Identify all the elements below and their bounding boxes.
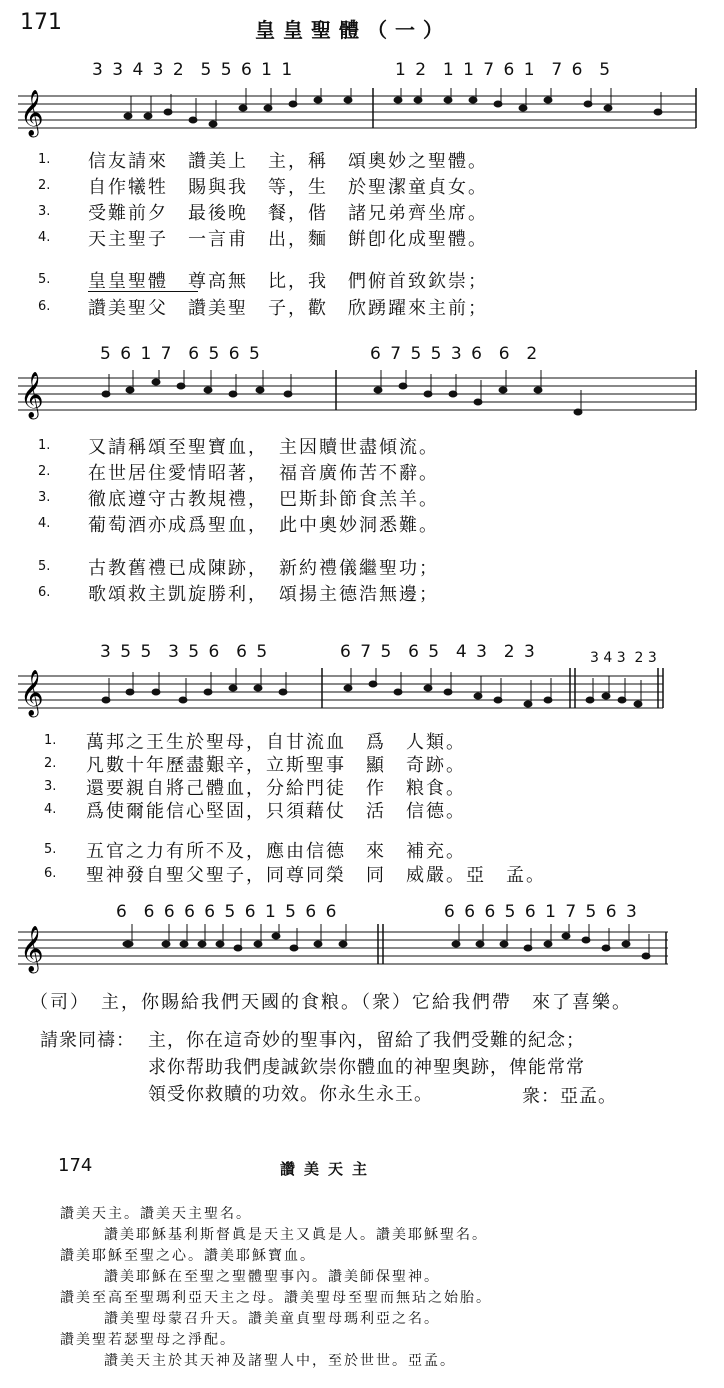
verse-lyric: 受難前夕 最後晚 餐，偕 諸兄弟齊坐席。 [88, 203, 488, 224]
verse-number: 3. [38, 204, 51, 219]
jianpu-line: 6 6 6 5 6 1 7 5 6 3 [444, 902, 639, 922]
verse-number: 2. [38, 464, 51, 479]
litany-line: 讚美耶穌在至聖之聖體聖事內。讚美師保聖神。 [104, 1269, 440, 1285]
verse-number: 4. [44, 802, 57, 817]
litany-line: 讚美聖若瑟聖母之淨配。 [60, 1332, 236, 1348]
svg-text:𝄞: 𝄞 [20, 372, 44, 418]
prayer-response: 衆：亞孟。 [522, 1086, 617, 1107]
litany-line: 讚美天主。讚美天主聖名。 [60, 1206, 252, 1222]
verse-lyric: 歌頌救主凱旋勝利， 頌揚主德浩無邊； [88, 584, 439, 605]
jianpu-line: 3 5 5 3 5 6 6 5 [100, 642, 270, 662]
prayer-line: 領受你救贖的功效。你永生永王。 [148, 1084, 433, 1105]
hymn-number: 171 [20, 10, 62, 35]
verse-number: 3. [38, 490, 51, 505]
verse-number: 6. [38, 299, 51, 314]
litany-line: 讚美耶穌基利斯督眞是天主又眞是人。讚美耶穌聖名。 [104, 1227, 488, 1243]
jianpu-line: 3 4 3 2 3 [590, 650, 657, 666]
verse-number: 5. [44, 842, 57, 857]
music-staff [18, 668, 698, 728]
litany-line: 讚美天主於其天神及諸聖人中，至於世世。亞孟。 [104, 1353, 456, 1369]
verse-number: 6. [44, 866, 57, 881]
verse-number: 4. [38, 230, 51, 245]
prayer-line: 求你帮助我們虔誠欽崇你體血的神聖奥跡，俾能常常 [148, 1057, 585, 1078]
music-staff [18, 370, 698, 430]
verse-lyric: 爲使爾能信心堅固，只須藉仗 活 信德。 [86, 801, 466, 822]
verse-lyric: 葡萄酒亦成爲聖血， 此中奧妙洞悉難。 [88, 515, 439, 536]
verse-lyric: 自作犧牲 賜與我 等，生 於聖潔童貞女。 [88, 177, 488, 198]
jianpu-line: 3 3 4 3 2 5 5 6 1 1 [92, 60, 295, 80]
versicle: （司） 主，你賜給我們天國的食粮。（衆）它給我們帶 來了喜樂。 [30, 992, 632, 1013]
prayer-label: 請衆同禱： [40, 1030, 135, 1051]
verse-lyric: 徹底遵守古教規禮， 巴斯卦節食羔羊。 [88, 489, 439, 510]
verse-lyric: 皇皇聖體 尊高無 比，我 們俯首致欽崇； [88, 271, 488, 292]
verse-lyric: 信友請來 讚美上 主，稱 頌奧妙之聖體。 [88, 151, 488, 172]
hymn-number: 174 [58, 1155, 93, 1176]
prayer-line: 主，你在這奇妙的聖事內，留給了我們受難的紀念； [148, 1030, 585, 1051]
verse-number: 5. [38, 272, 51, 287]
jianpu-line: 6 7 5 6 5 4 3 2 3 [340, 642, 537, 662]
verse-lyric: 還要親自將己體血，分給門徒 作 粮食。 [86, 778, 466, 799]
litany-line: 讚美耶穌至聖之心。讚美耶穌寶血。 [60, 1248, 316, 1264]
underline [88, 291, 198, 292]
verse-number: 1. [38, 152, 51, 167]
verse-lyric: 讚美聖父 讚美聖 子，歡 欣踴躍來主前； [88, 298, 488, 319]
verse-lyric: 天主聖子 一言甫 出，麵 餠卽化成聖體。 [88, 229, 488, 250]
hymn-title: 讚美天主 [280, 1160, 377, 1178]
music-staff [18, 924, 698, 984]
verse-lyric: 五官之力有所不及，應由信德 來 補充。 [86, 841, 466, 862]
verse-lyric: 凡數十年歷盡艱辛，立斯聖事 顯 奇跡。 [86, 755, 466, 776]
jianpu-line: 1 2 1 1 7 6 1 7 6 5 [395, 60, 613, 80]
verse-lyric: 在世居住愛情昭著， 福音廣佈苦不辭。 [88, 463, 439, 484]
verse-number: 2. [38, 178, 51, 193]
svg-text:𝄞: 𝄞 [20, 926, 44, 972]
jianpu-line: 5 6 1 7 6 5 6 5 [100, 344, 262, 364]
music-staff [18, 88, 698, 148]
verse-number: 2. [44, 756, 57, 771]
verse-lyric: 古教舊禮已成陳跡， 新約禮儀繼聖功； [88, 558, 439, 579]
verse-number: 1. [38, 438, 51, 453]
verse-lyric: 萬邦之王生於聖母，自甘流血 爲 人類。 [86, 732, 466, 753]
verse-lyric: 又請稱頌至聖寶血， 主因贖世盡傾流。 [88, 437, 439, 458]
verse-number: 5. [38, 559, 51, 574]
verse-number: 1. [44, 733, 57, 748]
hymn-title: 皇皇聖體（一） [255, 18, 451, 42]
svg-text:𝄞: 𝄞 [20, 670, 44, 716]
verse-number: 4. [38, 516, 51, 531]
verse-lyric: 聖神發自聖父聖子，同尊同榮 同 威嚴。亞 孟。 [86, 865, 546, 886]
jianpu-line: 6 7 5 5 3 6 6 2 [370, 344, 540, 364]
litany-line: 讚美聖母蒙召升天。讚美童貞聖母瑪利亞之名。 [104, 1311, 440, 1327]
verse-number: 6. [38, 585, 51, 600]
jianpu-line: 6 6 6 6 6 5 6 1 5 6 6 [116, 902, 339, 922]
litany-line: 讚美至高至聖瑪利亞天主之母。讚美聖母至聖而無玷之始胎。 [60, 1290, 492, 1306]
verse-number: 3. [44, 779, 57, 794]
svg-text:𝄞: 𝄞 [20, 90, 44, 136]
